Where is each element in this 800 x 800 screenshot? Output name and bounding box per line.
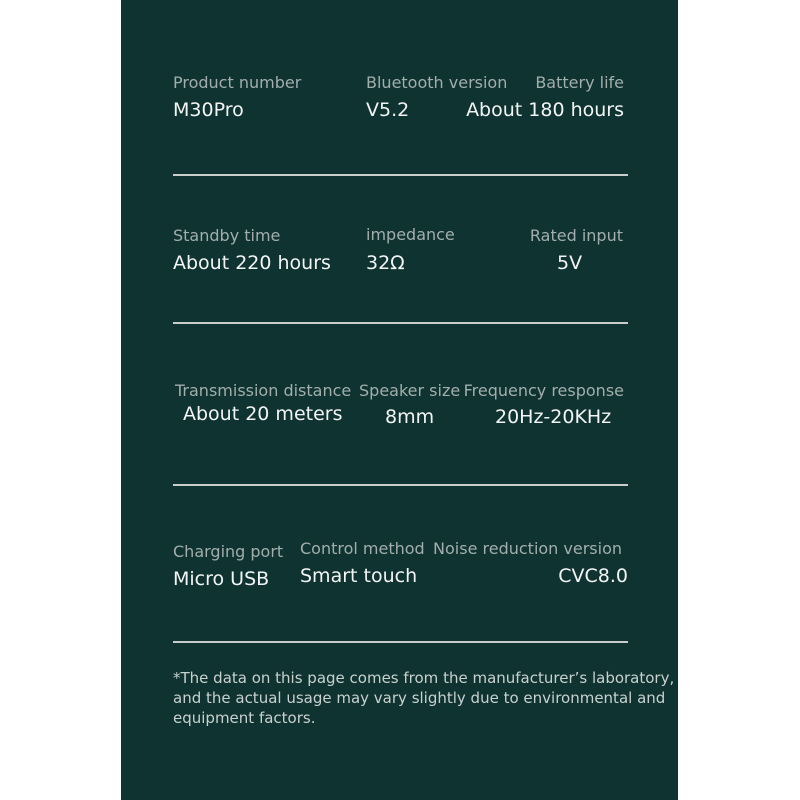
noise-reduction-version-value: CVC8.0 — [558, 565, 628, 587]
bluetooth-version-value: V5.2 — [366, 99, 410, 121]
frequency-response-value: 20Hz-20KHz — [495, 406, 612, 428]
frequency-response-label: Frequency response — [463, 381, 624, 400]
charging-port-value: Micro USB — [173, 568, 270, 590]
product-number-label: Product number — [173, 73, 302, 92]
battery-life-label: Battery life — [535, 73, 624, 92]
impedance-label: impedance — [366, 225, 455, 244]
impedance-value: 32Ω — [366, 252, 405, 274]
divider-1 — [173, 174, 628, 176]
control-method-value: Smart touch — [300, 565, 418, 587]
footnote-line-3: equipment factors. — [173, 709, 316, 727]
footnote-line-2: and the actual usage may vary slightly due to environmental and — [173, 689, 666, 707]
product-number-value: M30Pro — [173, 99, 244, 121]
transmission-distance-value: About 20 meters — [183, 403, 343, 425]
rated-input-value: 5V — [557, 252, 583, 274]
spec-panel — [121, 0, 678, 800]
speaker-size-label: Speaker size — [359, 381, 461, 400]
divider-3 — [173, 484, 628, 486]
divider-4 — [173, 641, 628, 643]
disclaimer-footnote — [173, 668, 675, 728]
bluetooth-version-label: Bluetooth version — [366, 73, 508, 92]
footnote-line-1: *The data on this page comes from the manufacturer’s laboratory, — [173, 669, 675, 687]
standby-time-label: Standby time — [173, 226, 281, 245]
rated-input-label: Rated input — [529, 226, 623, 245]
control-method-label: Control method — [300, 539, 425, 558]
noise-reduction-version-label: Noise reduction version — [433, 539, 622, 558]
charging-port-label: Charging port — [173, 542, 284, 561]
divider-2 — [173, 322, 628, 324]
standby-time-value: About 220 hours — [173, 252, 331, 274]
transmission-distance-label: Transmission distance — [175, 381, 352, 400]
speaker-size-value: 8mm — [385, 406, 435, 428]
battery-life-value: About 180 hours — [466, 99, 624, 121]
